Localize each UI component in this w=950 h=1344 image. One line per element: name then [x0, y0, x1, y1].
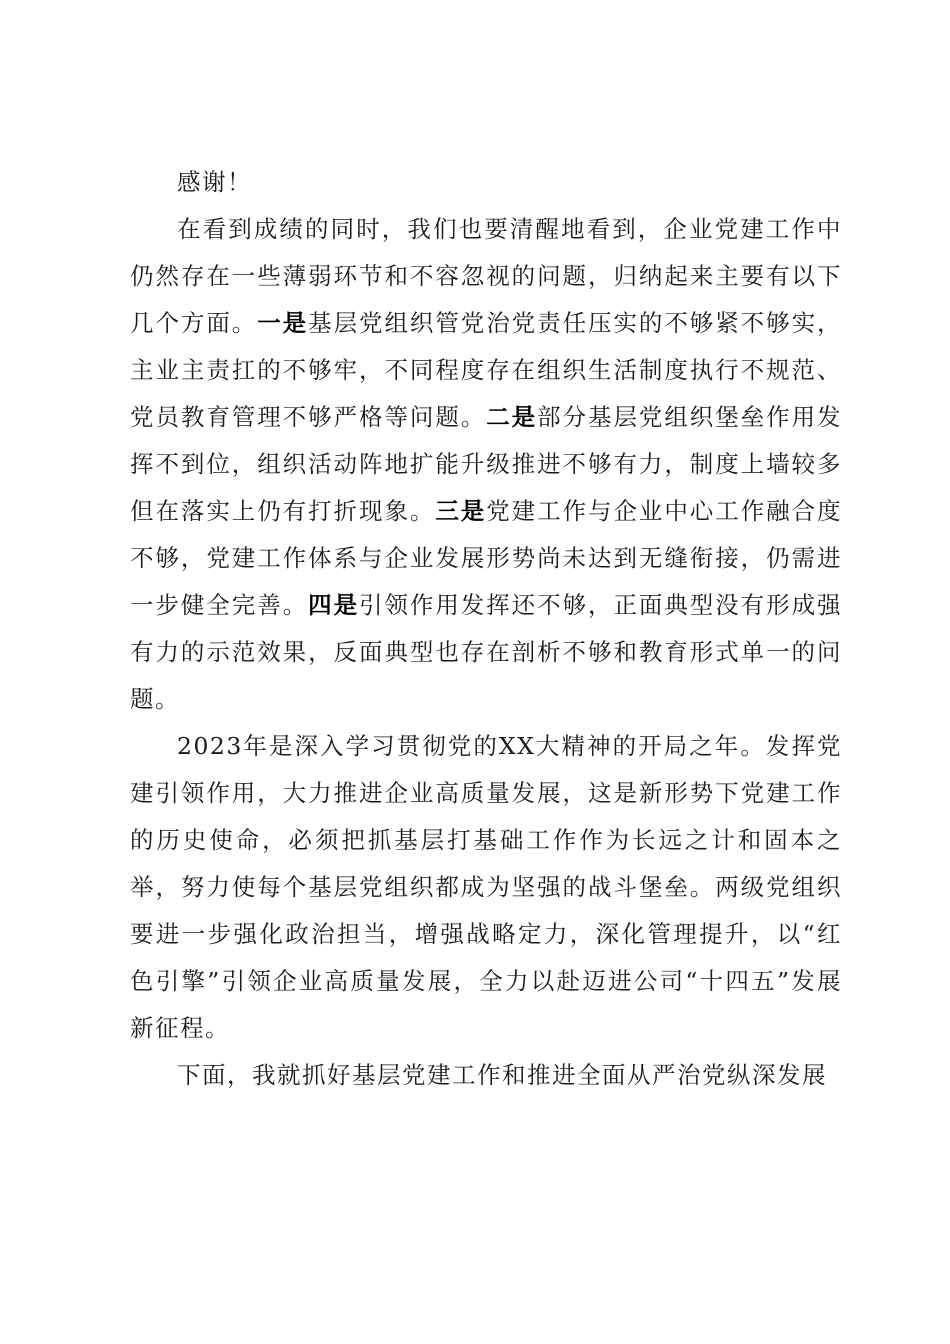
bold-marker-second: 二是 [486, 403, 538, 431]
text-segment: 党建工作与企业中心工作融合度不够，党建工作体系与企业发展形势尚未达到无缝衔接，仍需进一步健全完善。 [130, 497, 843, 619]
text-segment: 部分基层党组织堡垒作用发挥不到位，组织活动阵地扩能升级推进不够有力，制度上墙较多但在落实上仍有打折现象。 [130, 403, 843, 525]
paragraph-next [130, 1052, 842, 1099]
text-segment: 感谢！ [177, 168, 252, 196]
paragraph-thanks [130, 159, 842, 206]
text-segment: 引领作用发挥还不够，正面典型没有形成强有力的示范效果，反面典型也存在剖析不够和教育形式单一的问题。 [130, 591, 843, 713]
bold-marker-first: 一是 [257, 309, 309, 337]
text-segment: 2023年是深入学习贯彻党的XX大精神的开局之年。发挥党建引领作用，大力推进企业高质量发展，这是新形势下党建工作的历史使命，必须把抓基层打基础工作作为长远之计和固本之举，努力使每个基层党组织都成为坚强的战斗堡垒。两级党组织要进一步强化政治担当，增强战略定力，深化管理提升，以“红色引擎”引领企业高质量发展，全力以赴迈进公司“十四五”发展新征程。 [130, 732, 842, 1042]
text-segment: 基层党组织管党治党责任压实的不够紧不够实，主业主责扛的不够牢，不同程度存在组织生活制度执行不规范、党员教育管理不够严格等问题。 [130, 309, 843, 431]
paragraph-2023-goals [130, 723, 842, 1052]
text-segment: 在看到成绩的同时，我们也要清醒地看到，企业党建工作中仍然存在一些薄弱环节和不容忽视的问题，归纳起来主要有以下几个方面。 [130, 215, 842, 337]
document-body [130, 159, 842, 1099]
bold-marker-fourth: 四是 [308, 591, 360, 619]
bold-marker-third: 三是 [435, 497, 487, 525]
paragraph-problems [130, 206, 842, 723]
text-segment: 下面，我就抓好基层党建工作和推进全面从严治党纵深发展 [177, 1061, 827, 1089]
